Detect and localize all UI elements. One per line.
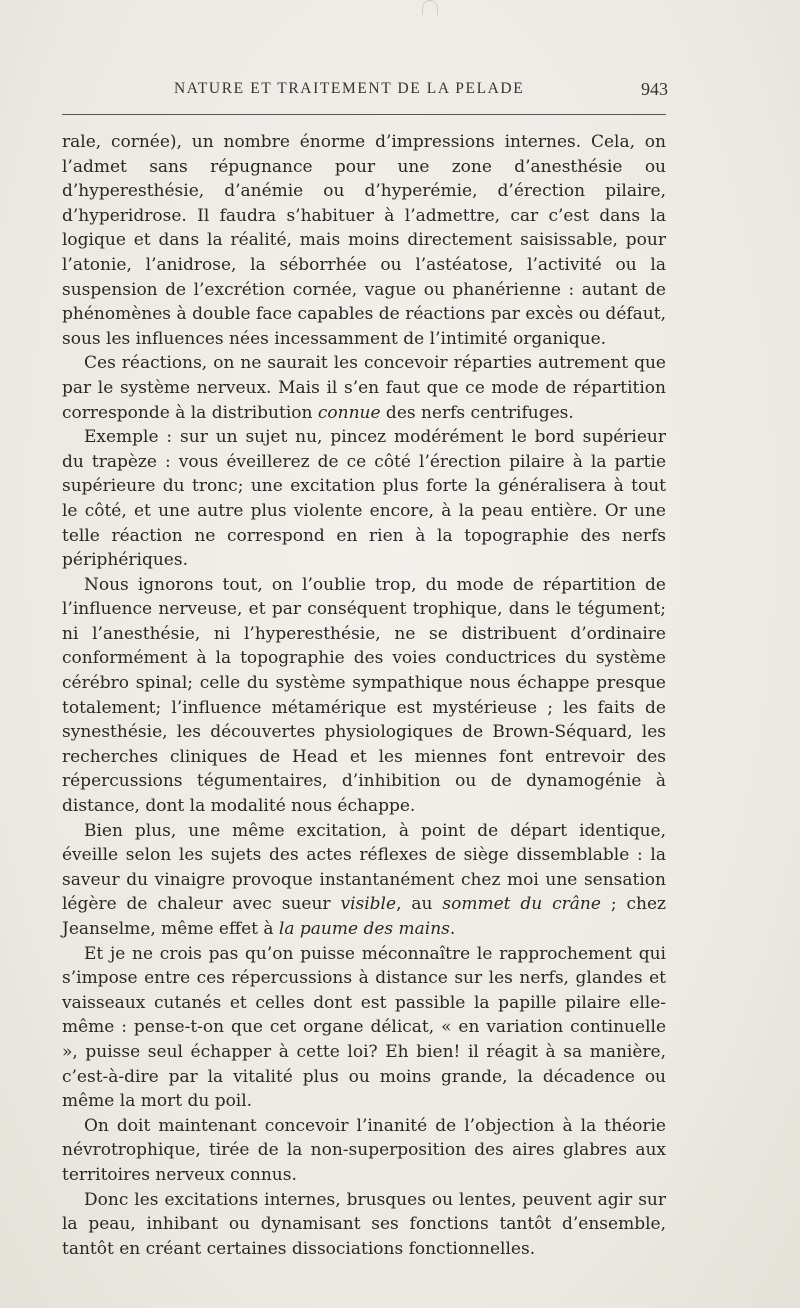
- text-run: Bien plus, une même excitation, à point de départ identique, éveille selon les sujets des actes réflexes de siège dissemblable : la saveur du vinaigre provoque instantanément chez moi une sensation légère de chaleur avec sueur: [62, 820, 666, 915]
- body-text: [62, 130, 666, 1261]
- paragraph: [62, 942, 666, 1114]
- paragraph: [62, 819, 666, 942]
- page-header: [62, 80, 668, 106]
- header-rule: [62, 114, 666, 115]
- paragraph: [62, 1188, 666, 1262]
- italic-text: la paume des mains: [278, 919, 450, 939]
- running-title: NATURE ET TRAITEMENT DE LA PELADE: [174, 80, 525, 97]
- text-run: On doit maintenant concevoir l’inanité de l’objection à la théorie névrotrophique, tirée de la non-superposition des aires glabres aux territoires nerveux connus.: [62, 1115, 666, 1185]
- text-run: des nerfs centrifuges.: [380, 402, 574, 423]
- italic-text: sommet du crâne: [442, 894, 601, 915]
- book-page: [62, 0, 668, 1308]
- text-run: Nous ignorons tout, on l’oublie trop, du mode de répartition de l’influence nerveuse, et par conséquent trophique, dans le tégument; ni l’anesthésie, ni l’hyperesthésie, ne se distribuent d’ordinaire conformément à la topographie des voies conductrices du système cérébro spinal; celle du système sympathique nous échappe presque totalement; l’influence métamérique est mystérieuse ; les faits de synesthésie, les découvertes physiologiques de Brown-Séquard, les recherches cliniques de Head et les miennes font entrevoir des répercussions tégumentaires, d’inhibition ou de dynamogénie à distance, dont la modalité nous échappe.: [62, 574, 666, 817]
- paragraph: [62, 1114, 666, 1188]
- text-run: Donc les excitations internes, brusques ou lentes, peuvent agir sur la peau, inhibant ou dynamisant ses fonctions tantôt d’ensemble, tantôt en créant certaines dissociations fonctionnelles.: [62, 1189, 666, 1259]
- text-run: Ces réactions, on ne saurait les concevoir réparties autrement que par le système nerveux. Mais il s’en faut que ce mode de répartition corresponde à la distribution: [62, 353, 666, 423]
- text-run: , au: [396, 894, 443, 915]
- paragraph: [62, 351, 666, 425]
- text-run: .: [449, 919, 456, 939]
- paragraph: [62, 425, 666, 573]
- page-number: 943: [641, 79, 668, 99]
- text-run: rale, cornée), un nombre énorme d’impressions internes. Cela, on l’admet sans répugnance pour une zone d’anesthésie ou d’hyperesthésie, d’anémie ou d’hyperémie, d’érection pilaire, d’hyperidrose. Il faudra s’habituer à l’admettre, car c’est dans la logique et dans la réalité, mais moins directement saisissable, pour l’atonie, l’anidrose, la séborrhée ou l’astéatose, l’activité ou la suspension de l’excrétion cornée, vague ou phanérienne : autant de phénomènes à double face capables de réactions par excès ou défaut, sous les influences nées incessamment de l’intimité organique.: [62, 132, 666, 349]
- text-run: Et je ne crois pas qu’on puisse méconnaître le rapprochement qui s’impose entre ces répercussions à distance sur les nerfs, glandes et vaisseaux cutanés et celles dont est passible la papille pilaire elle-même : pense-t-on que cet organe délicat, « en variation continuelle », puisse seul échapper à cette loi? Eh bien! il réagit à sa manière, c’est-à-dire par la vitalité plus ou moins grande, la décadence ou même la mort du poil.: [62, 943, 666, 1112]
- paragraph: [62, 130, 666, 351]
- italic-text: connue: [317, 402, 381, 423]
- text-run: ; chez Jeanselme, même effet à: [62, 894, 667, 939]
- paragraph: [62, 573, 666, 819]
- italic-text: visible: [340, 894, 397, 915]
- text-run: Exemple : sur un sujet nu, pincez modérément le bord supérieur du trapèze : vous éveillerez de ce côté l’érection pilaire à la partie supérieure du tronc; une excitation plus forte la généralisera à tout le côté, et une autre plus violente encore, à la peau entière. Or une telle réaction ne correspond en rien à la topographie des nerfs périphériques.: [62, 427, 666, 571]
